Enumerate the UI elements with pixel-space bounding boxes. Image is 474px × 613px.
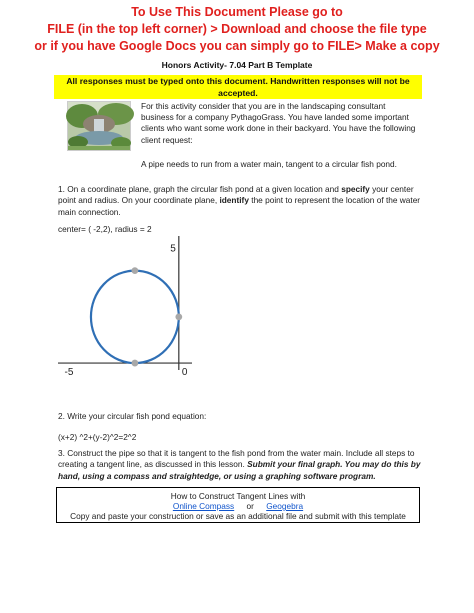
resources-box — [56, 487, 420, 523]
point-2 — [175, 313, 182, 320]
x-tick-label-0: 0 — [181, 367, 188, 379]
page-title: Honors Activity- 7.04 Part B Template — [161, 60, 313, 70]
q1-text-b: your center point and radius. On your coordinate plane, — [58, 184, 414, 206]
point-0 — [131, 267, 138, 274]
question-3 — [58, 448, 424, 482]
q1-bold-identify: identify — [219, 195, 249, 206]
scenario-text: For this activity consider that you are in the landscaping consultant business for a company PythagoGrass. You have landed some important clients who want some work done in their backyard. You have the following client request: — [141, 101, 416, 145]
q1-text-a: 1. On a coordinate plane, graph the circular fish pond at a given location and — [58, 184, 342, 194]
or-text: or — [246, 501, 254, 511]
q1-text-c: the point to represent the location of the water main connection. — [58, 195, 421, 217]
resources-links — [57, 501, 419, 511]
instruction-line-1: To Use This Document Please go to — [131, 5, 343, 19]
point-1 — [131, 360, 138, 367]
garden-pond-photo — [67, 101, 131, 151]
question-1 — [58, 184, 422, 218]
geogebra-link[interactable]: Geogebra — [266, 501, 304, 511]
center-radius-answer: center= ( -2,2), radius = 2 — [58, 224, 152, 234]
question-2: 2. Write your circular fish pond equation: — [58, 411, 207, 421]
instruction-line-2: FILE (in the top left corner) > Download and choose the file type — [47, 22, 427, 36]
resources-heading: How to Construct Tangent Lines with — [170, 491, 306, 501]
q3-submit-instructions: Submit your final graph. You may do this by hand, using a compass and straightedge, or using a graphing software program. — [58, 459, 421, 481]
graph-svg — [58, 236, 192, 379]
q1-bold-specify: specify — [341, 184, 370, 194]
coordinate-plane-graph — [58, 236, 192, 379]
online-compass-link[interactable]: Online Compass — [172, 501, 235, 511]
typed-responses-notice: All responses must be typed onto this document. Handwritten responses will not be accepted. — [54, 75, 422, 99]
instruction-line-3: or if you have Google Docs you can simply go to FILE> Make a copy — [34, 39, 440, 53]
q3-text: 3. Construct the pipe so that it is tangent to the fish pond from the water main. Include all steps to creating a tangent line, as discussed in this lesson. — [58, 448, 415, 470]
resources-footer: Copy and paste your construction or save as an additional file and submit with this template — [70, 511, 406, 521]
y-tick-label-5: 5 — [170, 243, 176, 255]
pond-circle — [91, 271, 179, 363]
pond-equation-answer: (x+2) ^2+(y-2)^2=2^2 — [58, 432, 137, 442]
x-tick-label-neg5: -5 — [64, 367, 74, 379]
client-request: A pipe needs to run from a water main, tangent to a circular fish pond. — [141, 159, 397, 169]
